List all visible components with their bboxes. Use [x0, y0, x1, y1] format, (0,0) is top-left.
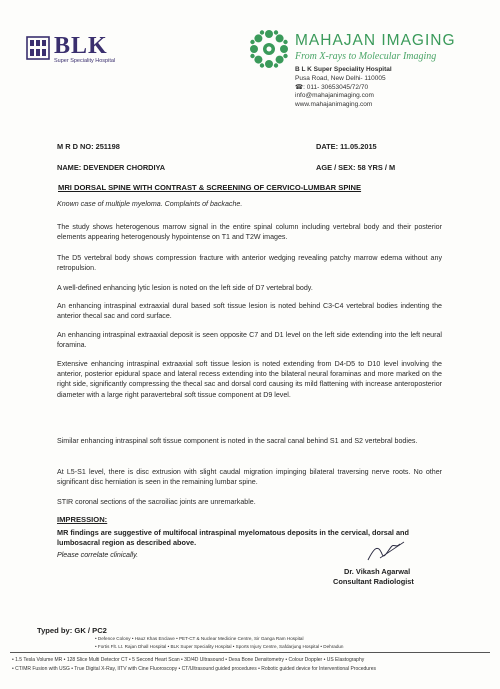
finding-paragraph: The D5 vertebral body shows compression fracture with anterior wedging revealing patchy marrow edema without any retropulsion. — [57, 254, 442, 273]
contact-website: www.mahajanimaging.com — [295, 101, 373, 109]
finding-paragraph: A well-defined enhancing lytic lesion is noted on the left side of D7 vertebral body. — [57, 284, 313, 292]
blk-emblem-icon — [26, 36, 50, 60]
patient-age-sex: AGE / SEX: 58 YRS / M — [316, 163, 396, 172]
finding-paragraph: An enhancing intraspinal extraaxial deposit is seen opposite C7 and D1 level on the left side extending into the left neural foramina. — [57, 331, 442, 350]
phone-icon: ☎ — [295, 83, 304, 91]
footer-divider — [10, 652, 490, 653]
correlate-note: Please correlate clinically. — [57, 551, 139, 559]
radiologist-role: Consultant Radiologist — [333, 577, 414, 586]
mahajan-title: MAHAJAN IMAGING — [295, 32, 456, 49]
finding-paragraph: At L5-S1 level, there is disc extrusion with slight caudal migration impinging bilateral traversing nerve roots. No other significant disc herniation is seen in the remaining lumbar spine. — [57, 468, 442, 487]
patient-name: NAME: DEVENDER CHORDIYA — [57, 163, 166, 172]
impression-heading: IMPRESSION: — [57, 515, 108, 524]
centres-list — [95, 635, 435, 651]
typed-by: Typed by: GK / PC2 — [37, 626, 107, 635]
impression-text: MR findings are suggestive of multifocal intraspinal myelomatous deposits in the cervical, dorsal and lumbosacral region as described above. — [57, 528, 409, 547]
finding-paragraph: Similar enhancing intraspinal soft tissue component is noted in the sacral canal behind S1 and S2 vertebral bodies. — [57, 437, 418, 445]
report-date: DATE: 11.05.2015 — [316, 142, 377, 151]
services-line: • CT/MR Fusion with USG • True Digital X-Ray, IITV with Cine Fluoroscopy • CT/Ultrasound guided procedures • Robotic guided device for Interventional Procedures — [12, 665, 377, 672]
contact-block — [295, 66, 392, 110]
finding-paragraph: STIR coronal sections of the sacroiliac joints are unremarkable. — [57, 498, 256, 506]
signature-mark — [360, 538, 410, 566]
finding-paragraph: Extensive enhancing intraspinal extraaxial soft tissue lesion is noted extending from D4-D5 to D10 level involving the anterior, posterior epidural space and lateral recess extending into the bilateral neural foraminas and more marked on the right side, significantly compressing the thecal sac and dorsal cord causing its mild flattening with increase anteroposterior diameter with a large right paravertebral soft tissue component at D9 level. — [57, 360, 442, 399]
contact-phone-row: ☎: 011- 30653045/72/70 — [295, 83, 369, 91]
blk-subtitle: Super Speciality Hospital — [54, 58, 116, 64]
services-list — [12, 656, 494, 673]
mahajan-tagline: From X-rays to Molecular Imaging — [295, 51, 437, 62]
contact-phone: 011- 30653045/72/70 — [306, 83, 369, 91]
blk-logo — [26, 35, 115, 64]
clinical-history: Known case of multiple myeloma. Complaints of backache. — [57, 200, 243, 208]
mrd-number: M R D NO: 251198 — [57, 142, 120, 151]
contact-hospital: B L K Super Speciality Hospital — [295, 66, 392, 73]
mahajan-flower-icon — [248, 28, 290, 70]
finding-paragraph: The study shows heterogenous marrow signal in the entire spinal column including vertebral body and their posterior elements appearing heterogenously hypointense on T1 and T2W images. — [57, 223, 442, 242]
centres-line: • Defence Colony • Hauz Khas Enclave • PET-CT & Nuclear Medicine Centre, Sir Ganga Ram Hospital — [95, 636, 304, 641]
blk-name: BLK — [54, 33, 108, 59]
radiologist-name: Dr. Vikash Agarwal — [344, 567, 411, 576]
finding-paragraph: An enhancing intraspinal extraaxial dural based soft tissue lesion is noted behind C3-C4 vertebral bodies indenting the anterior thecal sac and cord surface. — [57, 302, 442, 321]
contact-email: info@mahajanimaging.com — [295, 92, 374, 100]
centres-line: • Fortis Flt. Lt. Rajan Dhall Hospital • BLK Super Speciality Hospital • Sports Injury Centre, Safdarjung Hospital • Dehradun — [95, 644, 344, 649]
contact-address: Pusa Road, New Delhi- 110005 — [295, 74, 386, 82]
services-line: • 1.5 Tesla Volume MR • 128 Slice Multi Detector CT • 5 Second Heart Scan • 3D/4D Ultrasound • Dexa Bone Densitometry • Colour Doppler • US Elastography — [12, 657, 365, 663]
report-title: MRI DORSAL SPINE WITH CONTRAST & SCREENING OF CERVICO-LUMBAR SPINE — [58, 183, 362, 192]
